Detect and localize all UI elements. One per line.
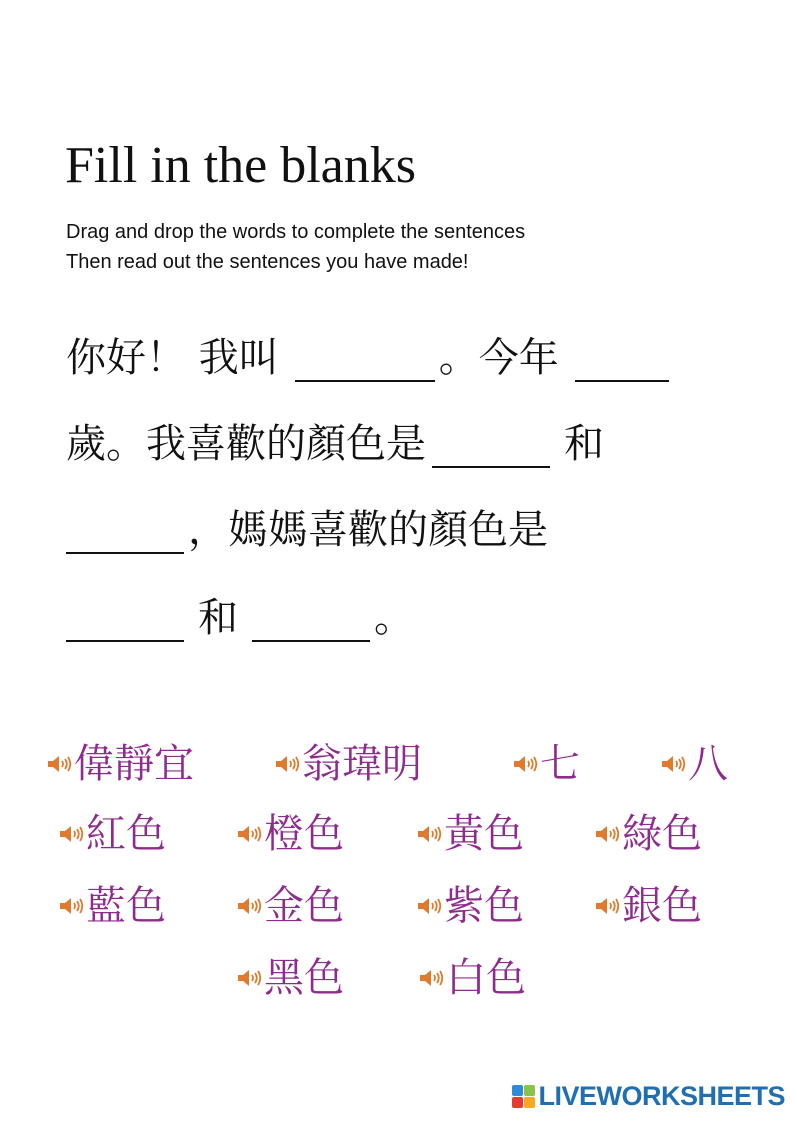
- draggable-word[interactable]: [46, 740, 194, 788]
- draggable-word[interactable]: [418, 954, 526, 1002]
- draggable-word[interactable]: [236, 954, 344, 1002]
- sentence-text: 歲。我喜歡的顏色是: [66, 421, 426, 467]
- draggable-word[interactable]: [660, 740, 728, 788]
- speaker-icon[interactable]: [236, 895, 262, 917]
- sentence-text: ，媽媽喜歡的顏色是: [188, 507, 548, 553]
- brand-text: LIVEWORKSHEETS: [538, 1081, 785, 1111]
- word-label: 橙色: [264, 811, 344, 857]
- sentence-text: 和: [198, 595, 238, 641]
- draggable-word[interactable]: [594, 882, 702, 930]
- drop-blank-color-4[interactable]: [252, 596, 370, 642]
- draggable-word[interactable]: [58, 810, 166, 858]
- word-label: 金色: [264, 883, 344, 929]
- speaker-icon[interactable]: [418, 967, 444, 989]
- instruction-line-2: Then read out the sentences you have made!: [66, 251, 469, 273]
- speaker-icon[interactable]: [58, 823, 84, 845]
- speaker-icon[interactable]: [594, 895, 620, 917]
- word-label: 翁瑋明: [302, 741, 422, 787]
- word-label: 藍色: [86, 883, 166, 929]
- speaker-icon[interactable]: [512, 753, 538, 775]
- word-label: 七: [540, 741, 580, 787]
- drop-blank-color-3[interactable]: [66, 596, 184, 642]
- word-label: 綠色: [622, 811, 702, 857]
- speaker-icon[interactable]: [46, 753, 72, 775]
- word-label: 白色: [446, 955, 526, 1001]
- drop-blank-age[interactable]: [575, 336, 669, 382]
- drop-blank-color-1[interactable]: [432, 422, 550, 468]
- word-label: 八: [688, 741, 728, 787]
- word-label: 黃色: [444, 811, 524, 857]
- sentence-text: 你好！ 我叫: [66, 335, 279, 381]
- sentence-line-2: [66, 416, 604, 468]
- liveworksheets-logo: [512, 1081, 785, 1112]
- draggable-word[interactable]: [58, 882, 166, 930]
- word-label: 黑色: [264, 955, 344, 1001]
- sentence-line-3: [66, 502, 548, 554]
- word-label: 銀色: [622, 883, 702, 929]
- word-label: 紫色: [444, 883, 524, 929]
- draggable-word[interactable]: [512, 740, 580, 788]
- sentence-line-4: [66, 590, 414, 642]
- drop-blank-name[interactable]: [295, 336, 435, 382]
- drop-blank-color-2[interactable]: [66, 508, 184, 554]
- draggable-word[interactable]: [594, 810, 702, 858]
- draggable-word[interactable]: [416, 810, 524, 858]
- speaker-icon[interactable]: [416, 823, 442, 845]
- word-label: 偉靜宜: [74, 741, 194, 787]
- sentence-text: 。: [374, 595, 414, 641]
- speaker-icon[interactable]: [594, 823, 620, 845]
- word-label: 紅色: [86, 811, 166, 857]
- speaker-icon[interactable]: [660, 753, 686, 775]
- draggable-word[interactable]: [274, 740, 422, 788]
- draggable-word[interactable]: [416, 882, 524, 930]
- page-title: Fill in the blanks: [65, 137, 416, 194]
- draggable-word[interactable]: [236, 810, 344, 858]
- speaker-icon[interactable]: [416, 895, 442, 917]
- speaker-icon[interactable]: [236, 823, 262, 845]
- logo-mark-icon: [512, 1085, 535, 1108]
- speaker-icon[interactable]: [274, 753, 300, 775]
- speaker-icon[interactable]: [236, 967, 262, 989]
- sentence-text: 和: [564, 421, 604, 467]
- speaker-icon[interactable]: [58, 895, 84, 917]
- draggable-word[interactable]: [236, 882, 344, 930]
- sentence-line-1: [66, 330, 673, 382]
- sentence-text: 。今年: [438, 335, 559, 381]
- instruction-line-1: Drag and drop the words to complete the sentences: [66, 221, 526, 243]
